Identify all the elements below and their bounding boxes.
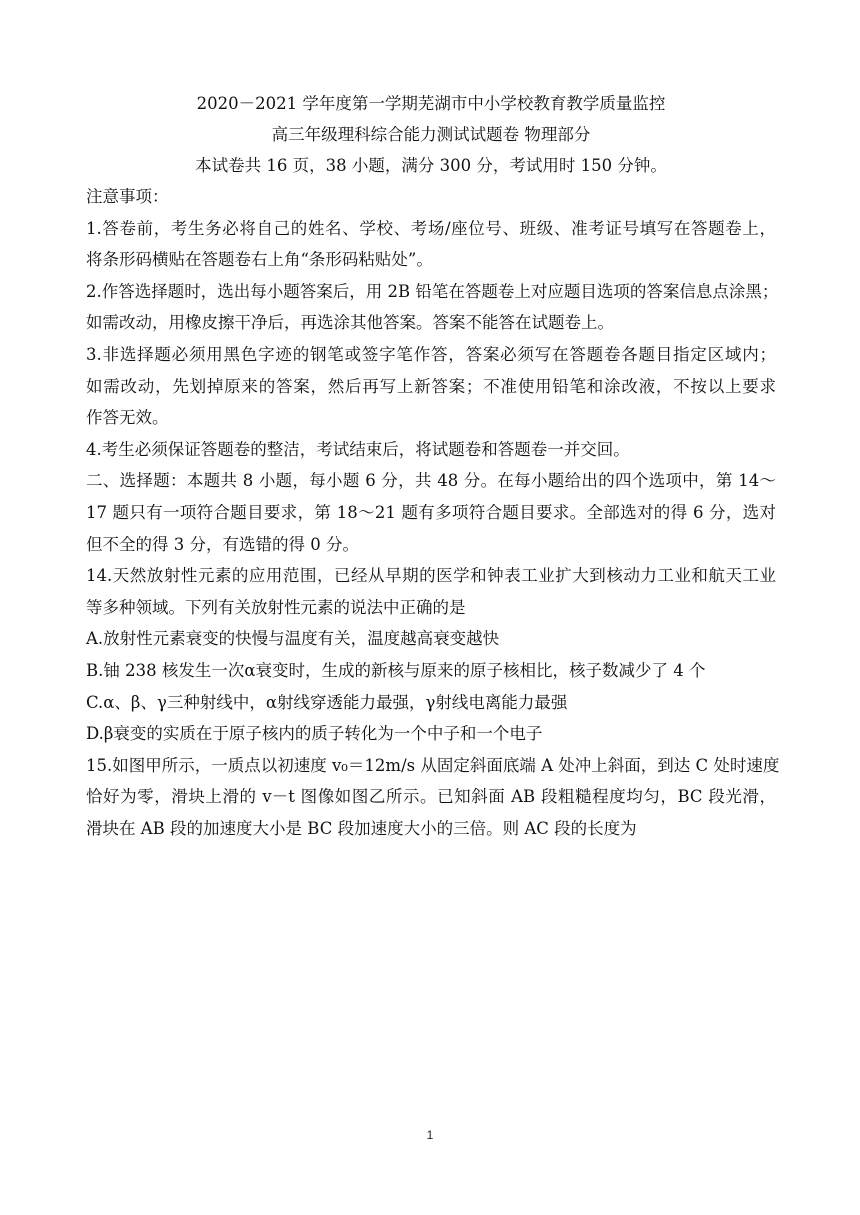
notice-item-3-line-2: 如需改动，先划掉原来的答案，然后再写上新答案；不准使用铅笔和涂改液，不按以上要求 [86, 376, 776, 396]
question-14-stem-line-1: 14.天然放射性元素的应用范围，已经从早期的医学和钟表工业扩大到核动力工业和航天工业 [86, 566, 776, 586]
notice-item-1-line-1: 1.答卷前，考生务必将自己的姓名、学校、考场/座位号、班级、准考证号填写在答题卷上， [86, 218, 776, 238]
exam-title-line-2: 高三年级理科综合能力测试试题卷 物理部分 [271, 125, 591, 144]
question-15-stem-line-2: 恰好为零，滑块上滑的 v－t 图像如图乙所示。已知斜面 AB 段粗糙程度均匀，BC 段光滑， [86, 787, 776, 807]
question-15-stem-line-3: 滑块在 AB 段的加速度大小是 BC 段加速度大小的三倍。则 AC 段的长度为 [86, 818, 637, 838]
question-14-option-b: B.铀 238 核发生一次α衰变时，生成的新核与原来的原子核相比，核子数减少了 4 个 [86, 660, 706, 680]
section-2-intro-line-3: 但不全的得 3 分，有选错的得 0 分。 [86, 534, 359, 554]
question-14-stem-line-2: 等多种领域。下列有关放射性元素的说法中正确的是 [86, 597, 466, 617]
question-15-stem-line-1: 15.如图甲所示，一质点以初速度 v₀＝12m/s 从固定斜面底端 A 处冲上斜面，到达 C 处时速度 [86, 755, 780, 775]
section-2-intro-line-1: 二、选择题：本题共 8 小题，每小题 6 分，共 48 分。在每小题给出的四个选项中，第 14～ [86, 471, 776, 491]
notice-item-2-line-2: 如需改动，用橡皮擦干净后，再选涂其他答案。答案不能答在试题卷上。 [86, 313, 614, 333]
exam-page-body [86, 88, 780, 844]
question-14-option-d: D.β衰变的实质在于原子核内的质子转化为一个中子和一个电子 [86, 724, 543, 744]
notice-item-1-line-2: 将条形码横贴在答题卷右上角“条形码粘贴处”。 [86, 250, 433, 270]
page-number: 1 [426, 1128, 434, 1142]
notice-item-2-line-1: 2.作答选择题时，选出每小题答案后，用 2B 铅笔在答题卷上对应题目选项的答案信息点涂黑； [86, 281, 779, 301]
notice-item-4-line-1: 4.考生必须保证答题卷的整洁，考试结束后，将试题卷和答题卷一并交回。 [86, 439, 630, 459]
question-14-option-a: A.放射性元素衰变的快慢与温度有关，温度越高衰变越快 [86, 629, 500, 649]
section-2-intro-line-2: 17 题只有一项符合题目要求，第 18～21 题有多项符合题目要求。全部选对的得 6 分，选对 [86, 502, 776, 522]
exam-title-line-1: 2020－2021 学年度第一学期芜湖市中小学校教育教学质量监控 [196, 94, 666, 113]
exam-info-line: 本试卷共 16 页，38 小题，满分 300 分，考试用时 150 分钟。 [195, 156, 667, 175]
notice-item-3-line-1: 3.非选择题必须用黑色字迹的钢笔或签字笔作答，答案必须写在答题卷各题目指定区域内； [86, 344, 776, 364]
notice-item-3-line-3: 作答无效。 [86, 408, 169, 428]
question-14-option-c: C.α、β、γ三种射线中，α射线穿透能力最强，γ射线电离能力最强 [86, 692, 568, 712]
notice-title: 注意事项： [86, 187, 169, 206]
